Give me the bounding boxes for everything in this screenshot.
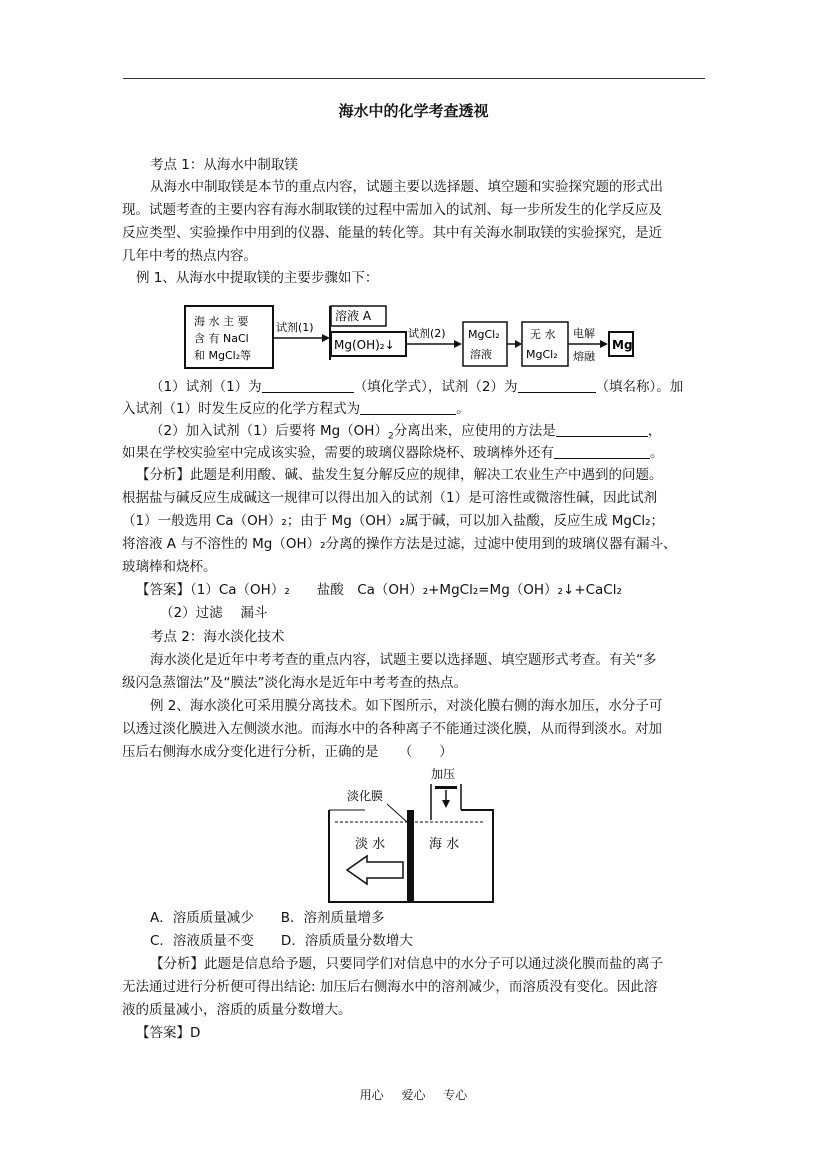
molten-label: 熔融 bbox=[573, 350, 595, 363]
section2-heading: 考点 2：海水淡化技术 bbox=[150, 629, 285, 645]
pressure-arrow bbox=[442, 800, 450, 808]
question1-text: （填化学式），试剂（2）为 bbox=[353, 379, 518, 395]
arrow-head bbox=[600, 340, 608, 348]
reagent1-label: 试剂(1) bbox=[276, 321, 314, 334]
question2-text: 分离出来，应使用的方法是 bbox=[393, 423, 556, 439]
answer-line: （2）过滤 漏斗 bbox=[160, 605, 268, 621]
piston bbox=[435, 786, 457, 789]
option-line[interactable]: A．溶质质量减少 B．溶剂质量增多 bbox=[150, 910, 385, 926]
analysis-line: 无法通过进行分析便可得出结论: 加压后右侧海水中的溶剂减少，而溶质没有变化。因此溶 bbox=[122, 979, 658, 995]
analysis-line: 将溶液 A 与不溶性的 Mg（OH）₂分离的操作方法是过滤，过滤中使用到的玻璃仪器有漏斗、 bbox=[122, 536, 677, 552]
option-line[interactable]: C．溶液质量不变 D．溶质质量分数增大 bbox=[150, 933, 413, 949]
question1-text: （1）试剂（1）为 bbox=[150, 379, 262, 395]
question2-text: （2）加入试剂（1）后要将 Mg（OH） bbox=[150, 423, 388, 439]
desalination-tank-diagram bbox=[325, 762, 515, 912]
analysis-line: 液的质量减小，溶质的质量分数增大。 bbox=[122, 1002, 352, 1018]
anhydrous-line: MgCl₂ bbox=[526, 348, 558, 361]
header-rule bbox=[123, 78, 705, 79]
question2-text: 如果在学校实验室中完成该实验，需要的玻璃仪器除烧杯、玻璃棒外还有 bbox=[122, 445, 554, 461]
paragraph-line: 现。试题考查的主要内容有海水制取镁的过程中需加入的试剂、每一步所发生的化学反应及 bbox=[122, 202, 662, 218]
seawater-line: 海 水 主 要 bbox=[194, 315, 249, 328]
analysis-line: 根据盐与碱反应生成碱这一规律可以得出加入的试剂（1）是可溶性或微溶性碱，因此试剂 bbox=[122, 490, 658, 506]
membrane-label: 淡化膜 bbox=[347, 789, 384, 803]
subscript: 2 bbox=[387, 431, 394, 442]
reagent2-label: 试剂(2) bbox=[408, 327, 446, 340]
membrane bbox=[407, 810, 414, 902]
paragraph-line: 几年中考的热点内容。 bbox=[122, 248, 257, 264]
question1-text: 入试剂（1）时发生反应的化学方程式为 bbox=[122, 401, 361, 417]
seawater-line: 和 MgCl₂等 bbox=[194, 349, 252, 362]
solution-a-label: 溶液 A bbox=[335, 309, 372, 323]
page-footer: 用心 爱心 专心 bbox=[359, 1088, 468, 1102]
answer-blank[interactable] bbox=[360, 400, 456, 415]
paragraph-line: 例 2、海水淡化可采用膜分离技术。如下图所示，对淡化膜右侧的海水加压，水分子可 bbox=[150, 698, 663, 714]
mgcl2-solution-line: 溶液 bbox=[470, 348, 492, 361]
paragraph-line: 反应类型、实验操作中用到的仪器、能量的转化等。其中有关海水制取镁的实验探究，是近 bbox=[122, 225, 662, 241]
paragraph-line: 压后右侧海水成分变化进行分析，正确的是 （ ） bbox=[122, 744, 453, 760]
answer-blank[interactable] bbox=[554, 444, 650, 459]
answer-blank[interactable] bbox=[518, 378, 596, 393]
question2-text: ， bbox=[647, 423, 662, 439]
section1-heading: 考点 1：从海水中制取镁 bbox=[150, 157, 298, 173]
paragraph-line: 级闪急蒸馏法”及“膜法”淡化海水是近年中考考查的热点。 bbox=[122, 675, 467, 691]
answer-blank[interactable] bbox=[556, 422, 648, 437]
answer-blank[interactable] bbox=[262, 378, 354, 393]
seawater-line: 含 有 NaCl bbox=[194, 332, 249, 345]
example1-intro: 例 1、从海水中提取镁的主要步骤如下： bbox=[136, 270, 379, 286]
question1-line1 bbox=[150, 376, 750, 399]
mg-label: Mg bbox=[612, 338, 633, 352]
page-title: 海水中的化学考查透视 bbox=[338, 102, 489, 120]
analysis-line: 【分析】此题是信息给予题，只要同学们对信息中的水分子可以通过淡化膜而盐的离子 bbox=[150, 956, 663, 972]
question1-line2 bbox=[122, 398, 722, 421]
answer-line: 【答案】D bbox=[136, 1025, 201, 1041]
paragraph-line: 海水淡化是近年中考考查的重点内容，试题主要以选择题、填空题形式考查。有关“多 bbox=[150, 652, 657, 668]
paragraph-line: 以透过淡化膜进入左侧淡水池。而海水中的各种离子不能通过淡化膜，从而得到淡水。对加 bbox=[122, 721, 662, 737]
arrow-head bbox=[454, 340, 462, 348]
fresh-water-label: 淡 水 bbox=[355, 837, 386, 852]
analysis-line: 玻璃棒和烧杯。 bbox=[122, 559, 217, 575]
question1-text: （填名称）。加 bbox=[595, 379, 684, 395]
magnesium-flow-diagram bbox=[180, 298, 642, 374]
answer-line: 【答案】（1）Ca（OH）₂ 盐酸 Ca（OH）₂+MgCl₂=Mg（OH）₂↓+CaCl₂ bbox=[136, 582, 622, 598]
mgcl2-solution-line: MgCl₂ bbox=[468, 328, 500, 341]
pressure-label: 加压 bbox=[431, 767, 456, 781]
arrow-head bbox=[515, 340, 522, 348]
question2-line2 bbox=[122, 442, 722, 465]
anhydrous-line: 无 水 bbox=[530, 328, 556, 341]
flow-arrow-icon bbox=[347, 856, 403, 884]
seawater-label: 海 水 bbox=[429, 837, 460, 852]
analysis-line: （1）一般选用 Ca（OH）₂；由于 Mg（OH）₂属于碱，可以加入盐酸，反应生成 MgCl₂； bbox=[122, 513, 665, 529]
paragraph-line: 从海水中制取镁是本节的重点内容，试题主要以选择题、填空题和实验探究题的形式出 bbox=[150, 179, 663, 195]
analysis-line: 【分析】此题是利用酸、碱、盐发生复分解反应的规律，解决工农业生产中遇到的问题。 bbox=[136, 467, 663, 483]
mgoh2-label: Mg(OH)₂↓ bbox=[334, 338, 395, 352]
arrow-head bbox=[322, 334, 330, 342]
question1-text: 。 bbox=[456, 401, 470, 417]
question2-text: 。 bbox=[650, 445, 664, 461]
electrolysis-label: 电解 bbox=[573, 327, 595, 340]
